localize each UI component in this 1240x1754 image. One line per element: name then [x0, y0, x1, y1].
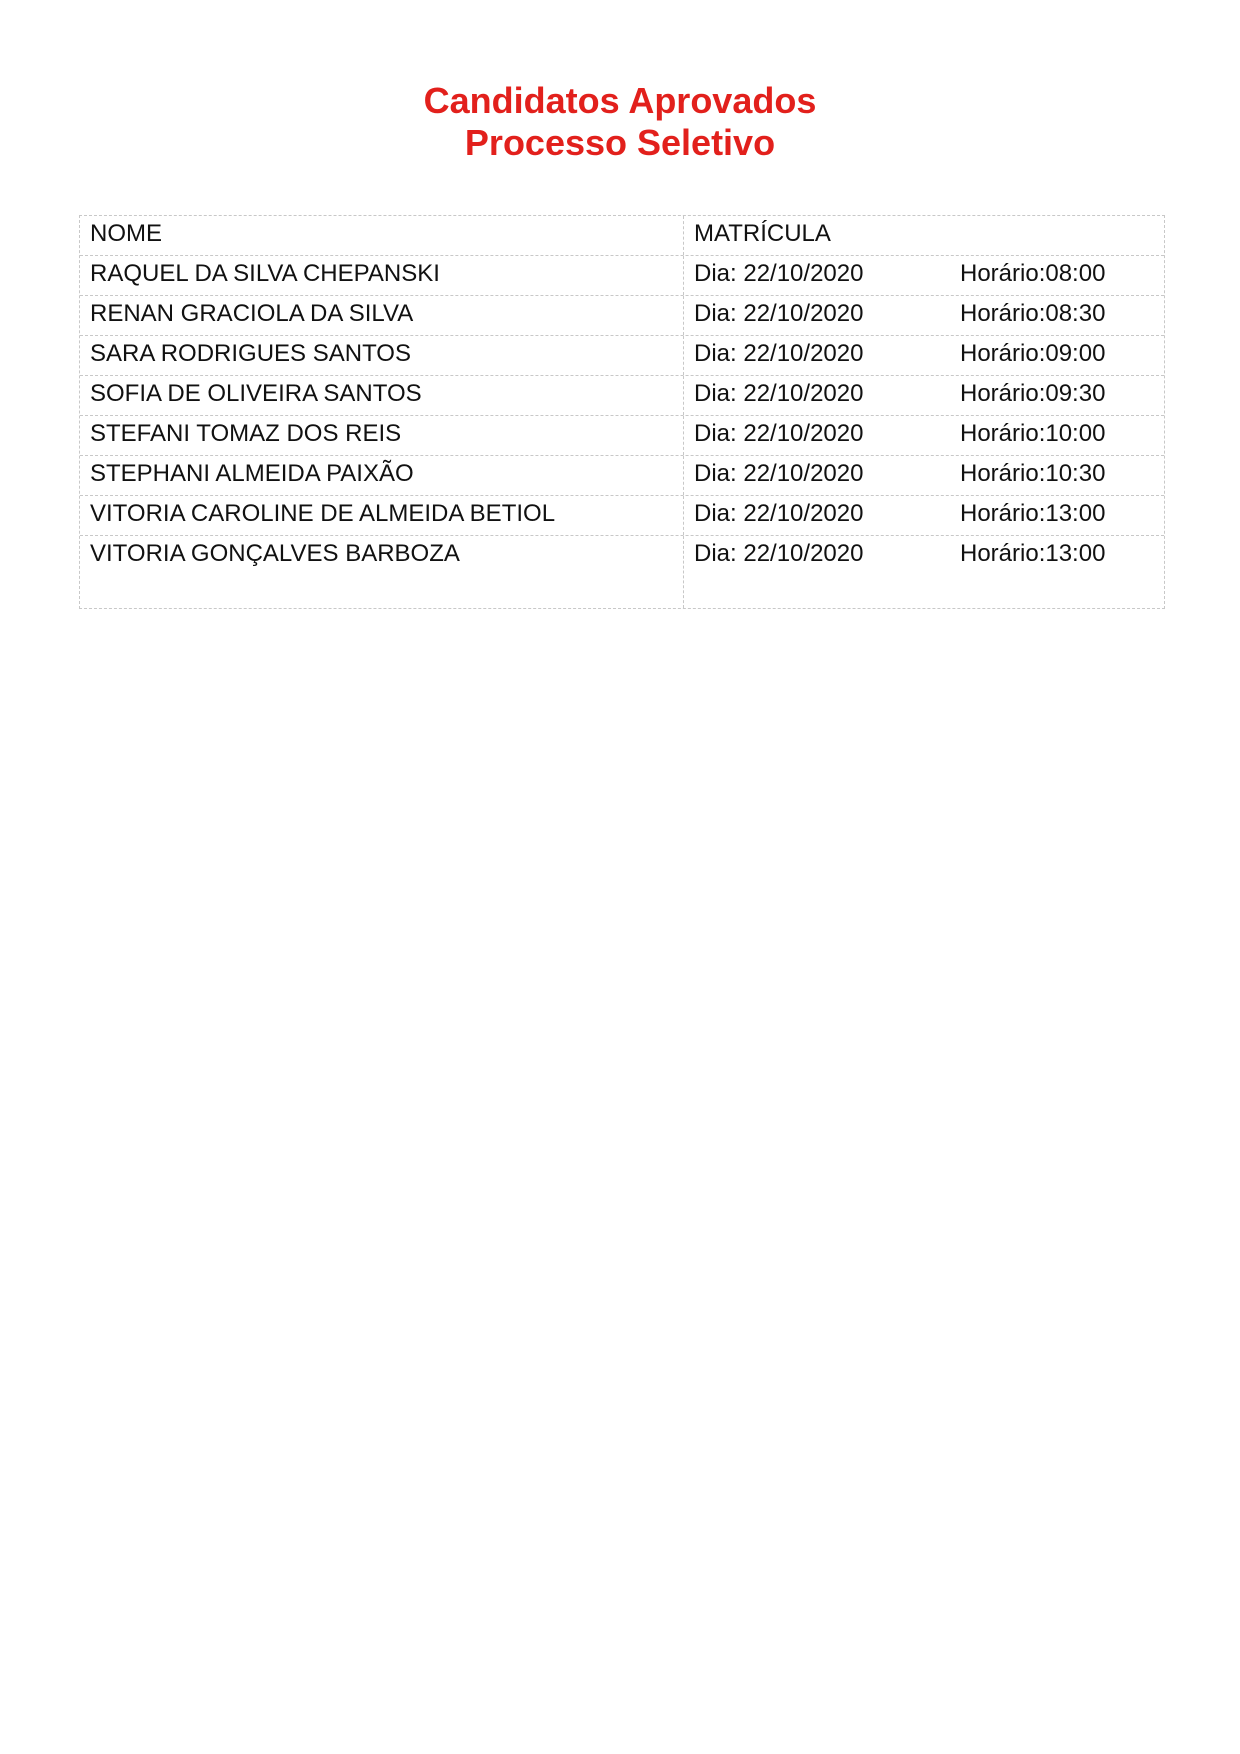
matricula-day: Dia: 22/10/2020	[694, 380, 864, 407]
candidates-table	[79, 215, 1165, 609]
matricula-cell	[684, 456, 1164, 495]
matricula-day: Dia: 22/10/2020	[694, 300, 864, 327]
table-row	[80, 296, 1164, 336]
candidate-name: SOFIA DE OLIVEIRA SANTOS	[80, 376, 684, 415]
title-line-1: Candidatos Aprovados	[423, 80, 817, 121]
matricula-time: Horário:13:00	[960, 540, 1106, 567]
header-name: NOME	[80, 216, 684, 255]
matricula-time: Horário:09:00	[960, 340, 1106, 367]
matricula-cell	[684, 296, 1164, 335]
matricula-day: Dia: 22/10/2020	[694, 340, 864, 367]
table-row	[80, 416, 1164, 456]
table-row	[80, 256, 1164, 296]
matricula-day: Dia: 22/10/2020	[694, 460, 864, 487]
matricula-day: Dia: 22/10/2020	[694, 500, 864, 527]
matricula-time: Horário:09:30	[960, 380, 1106, 407]
table-row	[80, 376, 1164, 416]
candidate-name: VITORIA CAROLINE DE ALMEIDA BETIOL	[80, 496, 684, 535]
matricula-day: Dia: 22/10/2020	[694, 540, 864, 567]
candidate-name: RENAN GRACIOLA DA SILVA	[80, 296, 684, 335]
candidate-name: SARA RODRIGUES SANTOS	[80, 336, 684, 375]
document-title	[0, 80, 1240, 164]
matricula-time: Horário:08:30	[960, 300, 1106, 327]
matricula-cell	[684, 536, 1164, 608]
candidate-name: STEPHANI ALMEIDA PAIXÃO	[80, 456, 684, 495]
candidate-name: VITORIA GONÇALVES BARBOZA	[80, 536, 684, 608]
matricula-cell	[684, 376, 1164, 415]
table-header-row	[80, 216, 1164, 256]
matricula-cell	[684, 336, 1164, 375]
table-row	[80, 536, 1164, 608]
table-row	[80, 456, 1164, 496]
header-matricula	[684, 216, 1164, 255]
matricula-time: Horário:10:30	[960, 460, 1106, 487]
candidate-name: RAQUEL DA SILVA CHEPANSKI	[80, 256, 684, 295]
matricula-time: Horário:08:00	[960, 260, 1106, 287]
matricula-day: Dia: 22/10/2020	[694, 420, 864, 447]
table-row	[80, 496, 1164, 536]
matricula-cell	[684, 416, 1164, 455]
matricula-time: Horário:10:00	[960, 420, 1106, 447]
matricula-day: Dia: 22/10/2020	[694, 260, 864, 287]
candidate-name: STEFANI TOMAZ DOS REIS	[80, 416, 684, 455]
matricula-cell	[684, 496, 1164, 535]
matricula-cell	[684, 256, 1164, 295]
matricula-time: Horário:13:00	[960, 500, 1106, 527]
table-row	[80, 336, 1164, 376]
title-line-2: Processo Seletivo	[464, 122, 776, 163]
header-matricula-label: MATRÍCULA	[694, 220, 831, 247]
